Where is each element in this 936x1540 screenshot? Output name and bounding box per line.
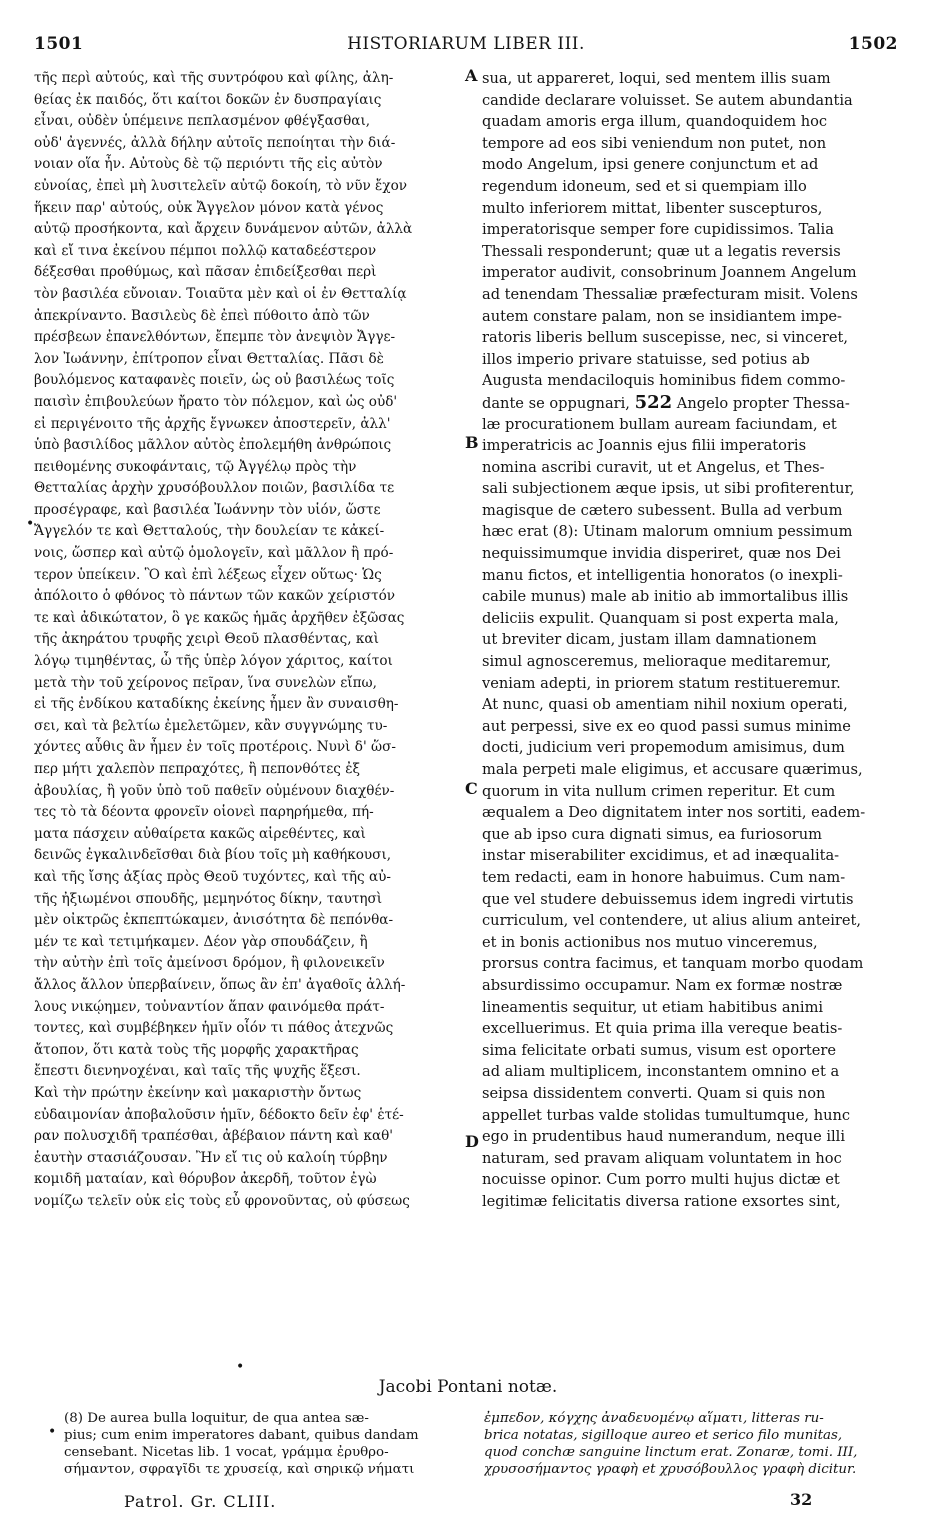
greek-text-line: ἀπεκρίναντο. Βασιλεὺς δὲ ἐπεὶ πύθοιτο ἀπὸ τῶν — [34, 307, 370, 324]
latin-text-line: cabile munus) male ab initio ab immortalibus illis — [482, 588, 849, 606]
greek-text-line: αὐτῷ προσήκοντα, καὶ ἄρχειν δυνάμενον αὐτῶν, ἀλλὰ — [34, 221, 413, 238]
page-number-left: 1501 — [34, 34, 84, 54]
latin-text-line: manu fictos, et intelligentia honoratos (o inexpli- — [482, 566, 843, 584]
latin-text-line: que ab ipso cura dignati simus, ea furiosorum — [482, 825, 822, 843]
latin-text-line: prorsus contra facimus, et tanquam morbo quodam — [482, 955, 864, 973]
note-line: ἐμπεδον, κόγχης ἀναδευομένῳ αἵματι, litteras ru- — [484, 1411, 824, 1426]
latin-text-line: quadam amoris erga illum, quandoquidem hoc — [482, 113, 828, 131]
greek-text-line: τες τὸ τὰ δέοντα φρονεῖν οἱονεὶ παρηρήμεθα, πή- — [34, 804, 374, 821]
greek-text-line: προσέγραφε, καὶ βασιλέα Ἰωάννην τὸν υἱόν, ὥστε — [34, 501, 381, 518]
latin-text-line: naturam, sed pravam aliquam voluntatem in hoc — [482, 1149, 842, 1167]
greek-text-line: ἄτοπον, ὅτι κατὰ τοὺς τῆς μορφῆς χαρακτῆρας — [34, 1041, 359, 1058]
latin-text-line: imperatorisque semper fore cupidissimos. Talia — [482, 221, 834, 239]
greek-text-line: τῆς ἠξιωμένοι σπουδῆς, μεμηνότος δίκην, ταυτησὶ — [34, 890, 383, 907]
latin-text-line: ad tenendam Thessaliæ præfecturam misit. Volens — [482, 285, 858, 303]
greek-text-line: ἄλλος ἄλλον ὑπερβαίνειν, ὅπως ἂν ἐπ' ἀγαθοῖς ἀλλή- — [34, 976, 406, 993]
greek-text-line: τερον ὑπείκειν. Ὃ καὶ ἐπὶ λέξεως εἶχεν οὕτως· Ὡς — [34, 566, 382, 583]
greek-text-line: ματα πάσχειν αὐθαίρετα κακῶς αἱρεθέντες, καὶ — [34, 825, 366, 842]
greek-text-line: χόντες αὖθις ἂν ἦμεν ἐν τοῖς προτέροις. Νυνὶ δ' ὥσ- — [34, 739, 396, 756]
greek-text-line: λους νικῴημεν, τοὐναντίον ἅπαν φαινόμεθα πράτ- — [34, 998, 385, 1015]
greek-text-line: κομιδῆ ματαίαν, καὶ θόρυβον ἀκερδῆ, τοῦτον ἐγὼ — [34, 1171, 377, 1188]
greek-text-line: τε καὶ ἀδικώτατον, ὃ γε κακῶς ἡμᾶς ἀρχῆθεν ἐξῶσας — [34, 609, 405, 626]
greek-text-line: μέν τε καὶ τετιμήκαμεν. Δέον γὰρ σπουδάζειν, ἢ — [34, 933, 368, 950]
latin-text-line: ratoris liberis bellum suscepisse, nec, si vinceret, — [482, 329, 848, 347]
greek-text-line: καὶ εἴ τινα ἐκείνου πέμποι πολλῷ καταδεέστερον — [34, 242, 377, 259]
latin-text-line: candide declarare voluisset. Se autem abundantia — [482, 91, 853, 109]
greek-text-line: καὶ τῆς ἴσης ἀξίας πρὸς Θεοῦ τυχόντες, καὶ τῆς αὐ- — [34, 868, 391, 885]
latin-text-line: tempore ad eos sibi veniendum non putet, non — [482, 134, 827, 152]
latin-text-line: excelluerimus. Et quia prima illa vereque beatis- — [482, 1020, 843, 1038]
latin-text-line: illos imperio privare statuisse, sed potius ab — [482, 350, 810, 368]
greek-text-line: δεινῶς ἐγκαλινδεῖσθαι διὰ βίου τοῖς μὴ καθήκουσι, — [34, 847, 392, 864]
section-marker-a: A — [465, 66, 478, 85]
latin-column — [482, 68, 906, 1212]
latin-text-line: simul agnosceremus, melioraque meditaremur, — [482, 653, 832, 671]
greek-text-line: ἑαυτὴν στασιάζουσαν. Ἢν εἴ τις οὐ καλοίη τύρβην — [34, 1149, 388, 1166]
greek-text-line: ἀβουλίας, ἢ γοῦν ὑπὸ τοῦ παθεῖν οὐμένουν διαχθέν- — [34, 782, 395, 799]
latin-text-line: imperatricis ac Joannis ejus filii imperatoris — [482, 437, 807, 455]
greek-text-line: λον Ἰωάννην, ἐπίτροπον εἶναι Θετταλίας. Πᾶσι δὲ — [34, 350, 384, 367]
latin-text-line: seipsa dissidentem converti. Quam si quis non — [482, 1084, 826, 1102]
greek-text-line: τὴν αὐτὴν ἐπὶ τοῖς ἀμείνοσι δρόμον, ἢ φιλονεικεῖν — [34, 955, 385, 972]
latin-text-line: hæc erat (8): Utinam malorum omnium pessimum — [482, 523, 853, 541]
greek-text-line: ἀπόλοιτο ὁ φθόνος τὸ πάντων τῶν κακῶν χείριστόν — [34, 588, 396, 605]
latin-text-line: dante se oppugnari, 522 Angelo propter Thessa- — [482, 391, 850, 413]
latin-text-line: appellet turbas valde stolidas tumultumque, hunc — [482, 1106, 851, 1124]
greek-text-line: μετὰ τὴν τοῦ χείρονος πεῖραν, ἵνα συνελὼν εἴπω, — [34, 674, 377, 691]
latin-text-line: sali subjectionem æque ipsis, ut sibi profiterentur, — [482, 480, 855, 498]
latin-text-line: ego in prudentibus haud numerandum, neque illi — [482, 1128, 846, 1146]
note-line: pius; cum enim imperatores dabant, quibus dandam — [64, 1428, 419, 1443]
greek-text-line: οὐδ' ἀγεννές, ἀλλὰ δήλην αὐτοῖς πεποίηται τὴν διά- — [34, 134, 396, 151]
greek-text-line: βουλόμενος καταφανὲς ποιεῖν, ὡς οὐ βασιλέως τοῖς — [34, 372, 395, 389]
margin-dot: • — [48, 1424, 57, 1440]
chapter-number: 522 — [634, 391, 673, 413]
latin-text-line: tem redacti, eam in honore habuimus. Cum nam- — [482, 868, 846, 886]
note-line: σήμαντον, σφραγῖδι τε χρυσείᾳ, καὶ σηρικῷ νήματι — [64, 1462, 415, 1477]
greek-text-line: πειθομένης συκοφάνταις, τῷ Ἀγγέλῳ πρὸς τὴν — [34, 458, 357, 475]
footer-signature: 32 — [790, 1490, 813, 1509]
page-number-right: 1502 — [848, 34, 898, 54]
latin-text-line: magisque de cætero subessent. Bulla ad verbum — [482, 501, 843, 519]
greek-text-line: νοις, ὥσπερ καὶ αὐτῷ ὁμολογεῖν, καὶ μᾶλλον ἢ πρό- — [34, 545, 394, 562]
latin-text-line: ad aliam multiplicem, inconstantem omnino et a — [482, 1063, 840, 1081]
greek-text-line: μὲν οἰκτρῶς ἐκπεπτώκαμεν, ἀνισότητα δὲ πεπόνθα- — [34, 912, 394, 929]
section-marker-c: C — [465, 779, 478, 798]
notes-right-column — [484, 1410, 906, 1478]
notes-title: Jacobi Pontani notæ. — [378, 1377, 558, 1397]
greek-text-line: εὐνοίας, ἐπεὶ μὴ λυσιτελεῖν αὐτῷ δοκοίη, τὸ νῦν ἔχον — [34, 177, 408, 194]
latin-text-line: nomina ascribi curavit, ut et Angelus, et Thes- — [482, 458, 825, 476]
greek-text-line: Ἄγγελόν τε καὶ Θετταλούς, τὴν δουλείαν τε κἀκεί- — [34, 523, 385, 540]
greek-text-line: περ μήτι χαλεπὸν πεπραχότες, ἢ πεπονθότες ἐξ — [34, 761, 361, 777]
greek-text-line: δέξεσθαι προθύμως, καὶ πᾶσαν ἐπιδείξεσθαι περὶ — [34, 264, 377, 281]
latin-text-line: que vel studere debuissemus idem ingredi virtutis — [482, 890, 854, 908]
greek-text-line: νοιαν οἵα ἦν. Αὐτοὺς δὲ τῷ περιόντι τῆς εἰς αὐτὸν — [34, 156, 383, 173]
latin-text-line: læ procurationem bullam auream faciundam, et — [482, 415, 837, 433]
note-line: quod conchæ sanguine linctum erat. Zonaræ, tomi. III, — [484, 1445, 858, 1460]
latin-text-line: ut breviter dicam, justam illam damnationem — [482, 631, 817, 649]
latin-text-line: curriculum, vel contendere, ut alius alium anteiret, — [482, 912, 862, 930]
greek-text-line: νομίζω τελεῖν οὐκ εἰς τοὺς εὖ φρονοῦντας, οὐ φύσεως — [34, 1192, 410, 1209]
latin-text-line: regendum idoneum, sed et si quempiam illo — [482, 177, 807, 195]
latin-text-line: nequissimumque invidia disperiret, quæ nos Dei — [482, 545, 841, 563]
latin-text-line: imperator audivit, consobrinum Joannem Angelum — [482, 264, 857, 282]
greek-text-line: εὐδαιμονίαν ἀποβαλοῦσιν ἡμῖν, δέδοκτο δεῖν ἐφ' ἑτέ- — [34, 1106, 404, 1123]
greek-text-line: εἰ τῆς ἐνδίκου καταδίκης ἐκείνης ἦμεν ἂν συναισθη- — [34, 696, 399, 713]
greek-text-line: ἔπεστι διενηνοχέναι, καὶ ταῖς τῆς ψυχῆς ἕξεσι. — [34, 1063, 361, 1080]
margin-dot: • — [236, 1359, 245, 1375]
latin-text-line: At nunc, quasi ob amentiam nihil noxium operati, — [482, 696, 848, 714]
latin-text-line: lineamentis sequitur, ut etiam habitibus animi — [482, 998, 824, 1016]
footer-volume: Patrol. Gr. CLIII. — [124, 1492, 277, 1511]
note-line: χρυσοσήμαντος γραφὴ et χρυσόβουλλος γραφὴ dicitur. — [484, 1462, 857, 1477]
latin-text-line: modo Angelum, ipsi genere conjunctum et ad — [482, 156, 819, 174]
greek-text-line: τὸν βασιλέα εὔνοιαν. Τοιαῦτα μὲν καὶ οἱ ἐν Θετταλίᾳ — [34, 285, 407, 302]
greek-text-line: τῆς ἀκηράτου τρυφῆς χειρὶ Θεοῦ πλασθέντας, καὶ — [34, 631, 379, 648]
section-marker-b: B — [465, 433, 479, 452]
greek-text-line: τῆς περὶ αὐτούς, καὶ τῆς συντρόφου καὶ φίλης, ἀλη- — [34, 70, 394, 86]
note-line: brica notatas, sigilloque aureo et serico filo munitas, — [484, 1428, 843, 1443]
greek-text-line: ὑπὸ βασιλίδος μᾶλλον αὐτὸς ἐπολεμήθη ἀνθρώποις — [34, 437, 392, 454]
latin-text-line: docti, judicium veri propemodum amisimus, dum — [482, 739, 845, 757]
greek-text-line: θείας ἐκ παιδός, ὅτι καίτοι δοκῶν ἐν δυσπραγίαις — [34, 91, 382, 108]
latin-text-line-tail: Angelo propter Thessa- — [672, 394, 850, 412]
greek-text-line: λόγῳ τιμηθέντας, ὦ τῆς ὑπὲρ λόγον χάριτος, καίτοι — [34, 653, 393, 670]
latin-text-line: nocuisse opinor. Cum porro multi hujus dictæ et — [482, 1171, 840, 1189]
greek-text-line: ραν πολυσχιδῆ τραπέσθαι, ἀβέβαιον πάντη καὶ καθ' — [34, 1128, 394, 1145]
latin-text-line: sua, ut appareret, loqui, sed mentem illis suam — [482, 70, 831, 87]
note-line: censebant. Nicetas lib. 1 vocat, γράμμα ἐρυθρο- — [64, 1445, 389, 1460]
running-title: HISTORIARUM LIBER III. — [347, 34, 585, 54]
latin-text-line: et in bonis actionibus nos mutuo vinceremus, — [482, 933, 818, 951]
latin-text-line: æqualem a Deo dignitatem inter nos sortiti, eadem- — [482, 804, 866, 822]
greek-column — [34, 68, 464, 1212]
latin-text-line: absurdissimo occupamur. Nam ex formæ nostræ — [482, 976, 843, 994]
greek-text-line: τοντες, καὶ συμβέβηκεν ἡμῖν οἷόν τι πάθος ἀτεχνῶς — [34, 1020, 394, 1037]
greek-text-line: ἥκειν παρ' αὐτούς, οὐκ Ἄγγελον μόνον κατὰ γένος — [34, 199, 384, 216]
greek-text-line: πρέσβεων ἐπανελθόντων, ἔπεμπε τὸν ἀνεψιὸν Ἄγγε- — [34, 329, 396, 346]
latin-text-line: autem constare palam, non se insidiantem impe- — [482, 307, 842, 325]
latin-text-line: veniam adepti, in priorem statum restitueremur. — [482, 674, 841, 692]
latin-text-line: aut perpessi, sive ex eo quod passi sumus minime — [482, 717, 851, 735]
latin-text-line: mala perpeti male eligimus, et accusare quærimus, — [482, 761, 863, 778]
latin-text-line: sima felicitate orbati sumus, visum est oportere — [482, 1041, 837, 1059]
latin-text-line: multo inferiorem mittat, libenter suscepturos, — [482, 199, 823, 217]
running-header — [28, 34, 904, 58]
greek-text-line: Καὶ τὴν πρώτην ἐκείνην καὶ μακαριστὴν ὄντως — [34, 1084, 362, 1101]
latin-text-line: instar miserabiliter excidimus, et ad inæqualita- — [482, 847, 840, 865]
greek-text-line: παισὶν ἐπιβουλεύων ἤρατο τὸν πόλεμον, καὶ ὡς οὐδ' — [34, 393, 398, 410]
notes-left-column — [64, 1410, 468, 1478]
section-marker-d: D — [465, 1132, 479, 1151]
latin-text-line: deliciis expulit. Quanquam si post experta mala, — [482, 609, 839, 627]
greek-text-line: εἶναι, οὐδὲν ὑπέμεινε πεπλασμένον φθέγξασθαι, — [34, 113, 371, 130]
latin-text-line: legitimæ felicitatis diversa ratione exsortes sint, — [482, 1192, 841, 1210]
latin-text-line: Thessali responderunt; quæ ut a legatis reversis — [482, 242, 841, 260]
greek-text-line: εἰ περιγένοιτο τῆς ἀρχῆς ἔγνωκεν ἀποστερεῖν, ἀλλ' — [34, 415, 391, 432]
greek-text-line: σει, καὶ τὰ βελτίω ἐμελετῶμεν, κἂν συγγνώμης τυ- — [34, 717, 388, 734]
greek-text-line: Θετταλίας ἀρχὴν χρυσόβουλλον ποιῶν, βασιλίδα τε — [34, 480, 395, 497]
note-line: (8) De aurea bulla loquitur, de qua antea sæ- — [64, 1411, 369, 1426]
latin-text-line: Augusta mendaciloquis hominibus fidem commo- — [482, 372, 846, 390]
margin-dot: • — [26, 516, 35, 532]
latin-text-line: quorum in vita nullum crimen reperitur. Et cum — [482, 782, 836, 800]
